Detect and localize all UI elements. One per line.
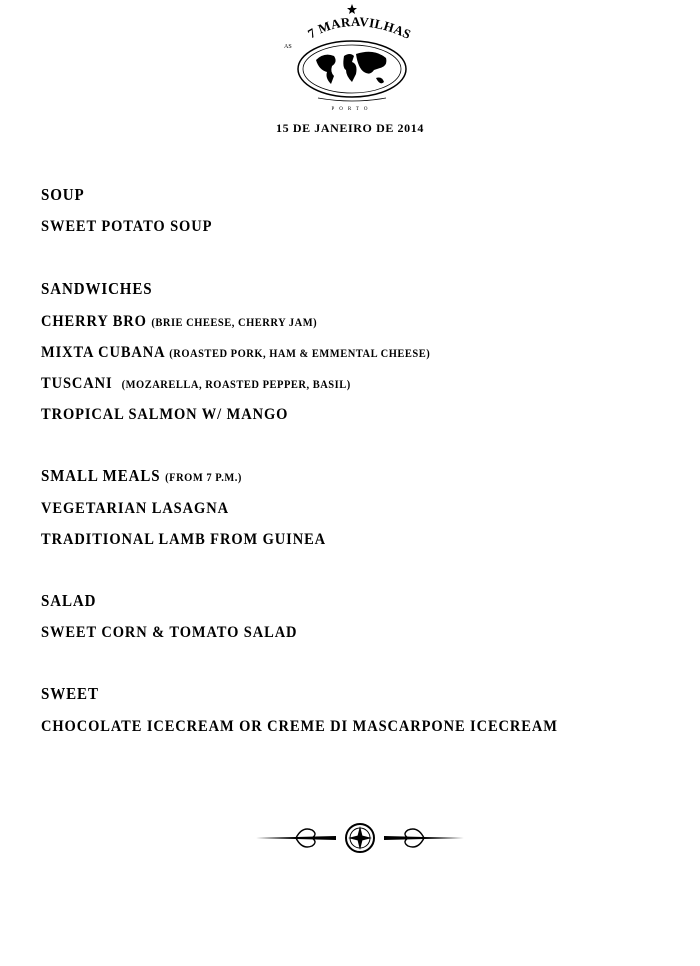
section-title: SMALL MEALS: [41, 468, 161, 486]
item-name: CHERRY BRO: [41, 313, 147, 331]
as-7-maravilhas-logo: [280, 2, 420, 114]
item-name: TUSCANI: [41, 375, 113, 393]
section-title-sweet: SWEET: [41, 686, 99, 704]
menu-item: [41, 375, 351, 394]
section-title-soup: SOUP: [41, 187, 85, 205]
item-note: (ROASTED PORK, HAM & EMMENTAL CHEESE): [169, 348, 431, 361]
section-title-salad: SALAD: [41, 593, 97, 611]
menu-date: 15 DE JANEIRO DE 2014: [276, 121, 424, 135]
item-note: (BRIE CHEESE, CHERRY JAM): [151, 317, 318, 330]
compass-ornament-divider: [256, 820, 464, 856]
menu-item: [41, 344, 430, 363]
item-note: (MOZARELLA, ROASTED PEPPER, BASIL): [121, 379, 351, 392]
menu-item: VEGETARIAN LASAGNA: [41, 500, 229, 518]
item-name: MIXTA CUBANA: [41, 344, 165, 362]
svg-text:PORTO: PORTO: [331, 107, 373, 112]
section-note: (FROM 7 P.M.): [165, 472, 242, 485]
menu-item: SWEET POTATO SOUP: [41, 218, 213, 236]
menu-item: CHOCOLATE ICECREAM OR CREME DI MASCARPONE ICECREAM: [41, 718, 558, 736]
section-title-sandwiches: SANDWICHES: [41, 281, 153, 299]
svg-text:7 MARAVILHAS: 7 MARAVILHAS: [305, 13, 414, 42]
svg-text:AS: AS: [284, 44, 292, 50]
menu-item: [41, 313, 317, 332]
menu-item: TROPICAL SALMON W/ MANGO: [41, 406, 289, 424]
menu-item: TRADITIONAL LAMB FROM GUINEA: [41, 531, 327, 549]
section-title-small-meals: [41, 468, 242, 487]
menu-item: SWEET CORN & TOMATO SALAD: [41, 624, 298, 642]
